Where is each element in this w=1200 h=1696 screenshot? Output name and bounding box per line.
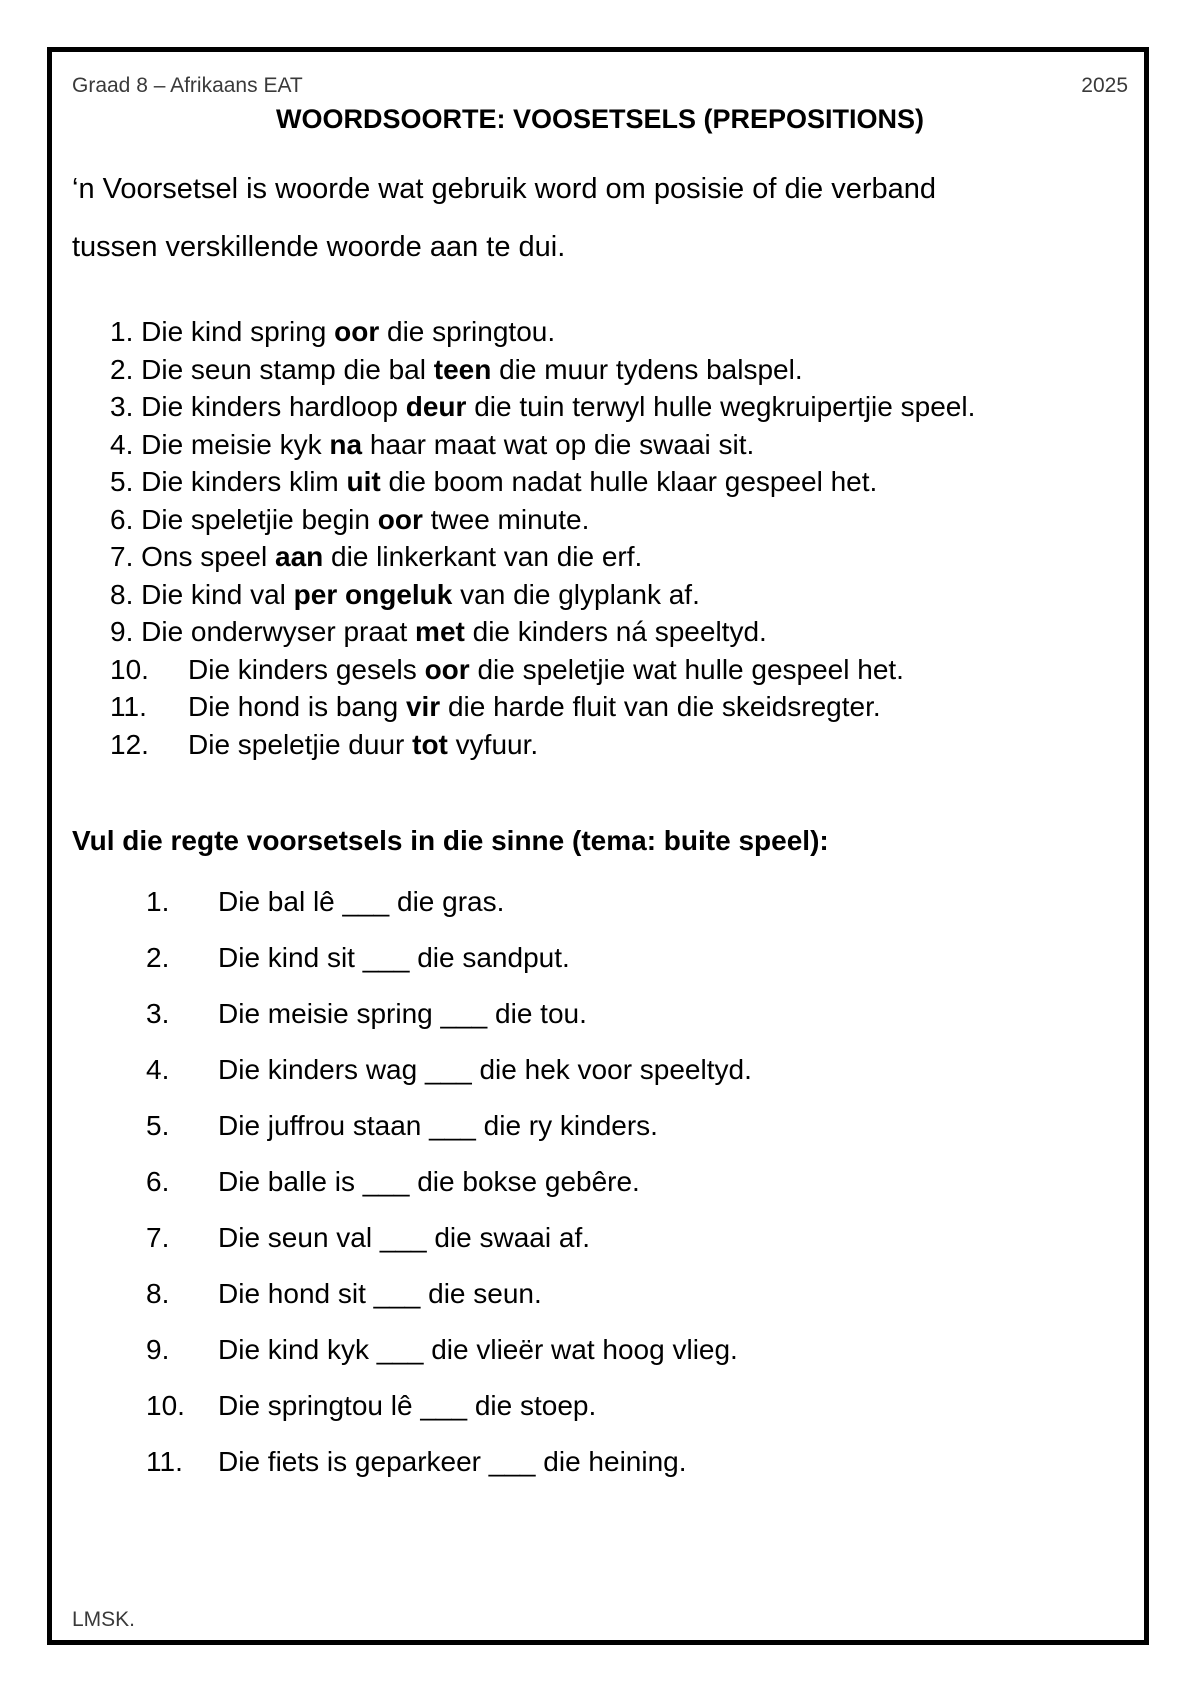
fill-in-list bbox=[146, 882, 752, 1498]
example-sentence bbox=[141, 579, 700, 610]
example-text: Ons speel bbox=[141, 541, 275, 572]
examples-list bbox=[110, 313, 975, 763]
example-text: Die kinders klim bbox=[141, 466, 347, 497]
fill-item bbox=[146, 1162, 752, 1218]
example-sentence bbox=[141, 541, 642, 572]
example-item bbox=[110, 501, 975, 539]
example-text: die kinders ná speeltyd. bbox=[464, 616, 767, 647]
example-preposition: oor bbox=[424, 653, 470, 685]
intro-line-2: tussen verskillende woorde aan te dui. bbox=[72, 231, 566, 263]
example-text: Die meisie kyk bbox=[141, 428, 330, 460]
example-preposition: aan bbox=[275, 541, 324, 572]
example-text: Die speletjie begin bbox=[141, 503, 378, 535]
example-preposition: deur bbox=[405, 391, 467, 422]
example-sentence bbox=[188, 691, 881, 722]
example-text: vyfuur. bbox=[447, 728, 539, 760]
example-item bbox=[110, 538, 975, 576]
example-text: Die seun stamp die bal bbox=[141, 353, 434, 385]
example-item bbox=[110, 688, 975, 726]
example-item bbox=[110, 313, 975, 351]
fill-item bbox=[146, 1386, 752, 1442]
example-number: 5. bbox=[110, 466, 134, 497]
fill-item bbox=[146, 1442, 752, 1498]
example-text: van die glyplank af. bbox=[452, 578, 700, 610]
example-sentence bbox=[141, 504, 589, 535]
example-text: die harde fluit van die skeidsregter. bbox=[440, 691, 881, 722]
fill-number: 1. bbox=[146, 886, 170, 917]
example-item bbox=[110, 463, 975, 501]
fill-item bbox=[146, 994, 752, 1050]
example-number: 4. bbox=[110, 428, 134, 460]
example-item bbox=[110, 426, 975, 464]
fill-number: 6. bbox=[146, 1166, 170, 1197]
example-item bbox=[110, 388, 975, 426]
example-text: Die kinders hardloop bbox=[141, 391, 406, 422]
fill-number: 2. bbox=[146, 942, 170, 973]
fill-item bbox=[146, 938, 752, 994]
example-text: twee minute. bbox=[422, 503, 590, 535]
example-number: 7. bbox=[110, 541, 134, 572]
fill-item bbox=[146, 1274, 752, 1330]
header-year: 2025 bbox=[1081, 74, 1128, 97]
fill-number: 10. bbox=[146, 1390, 185, 1421]
footer-initials: LMSK. bbox=[72, 1608, 136, 1631]
example-text: die tuin terwyl hulle wegkruipertjie speel. bbox=[466, 391, 976, 422]
example-sentence bbox=[141, 429, 754, 460]
example-number: 9. bbox=[110, 616, 134, 647]
example-text: Die onderwyser praat bbox=[141, 616, 416, 647]
fill-sentence: Die seun val ___ die swaai af. bbox=[218, 1222, 590, 1253]
fill-sentence: Die balle is ___ die bokse gebêre. bbox=[218, 1166, 640, 1197]
example-text: die speletjie wat hulle gespeel het. bbox=[469, 653, 904, 685]
fill-sentence: Die springtou lê ___ die stoep. bbox=[218, 1390, 597, 1421]
example-item bbox=[110, 726, 975, 764]
example-preposition: na bbox=[329, 428, 363, 460]
intro-line-1: ‘n Voorsetsel is woorde wat gebruik word om posisie of die verband bbox=[72, 173, 937, 205]
fill-number: 9. bbox=[146, 1334, 170, 1365]
example-number: 12. bbox=[110, 728, 149, 760]
fill-item bbox=[146, 1218, 752, 1274]
fill-sentence: Die hond sit ___ die seun. bbox=[218, 1278, 542, 1309]
example-sentence bbox=[141, 316, 555, 347]
example-text: haar maat wat op die swaai sit. bbox=[362, 428, 755, 460]
example-item bbox=[110, 651, 975, 689]
example-number: 6. bbox=[110, 503, 134, 535]
fill-sentence: Die juffrou staan ___ die ry kinders. bbox=[218, 1110, 658, 1141]
example-text: die boom nadat hulle klaar gespeel het. bbox=[380, 466, 878, 497]
example-sentence bbox=[141, 466, 877, 497]
fill-sentence: Die fiets is geparkeer ___ die heining. bbox=[218, 1446, 687, 1477]
example-item bbox=[110, 613, 975, 651]
example-sentence bbox=[141, 354, 802, 385]
example-number: 3. bbox=[110, 391, 134, 422]
example-number: 1. bbox=[110, 316, 134, 347]
example-preposition: met bbox=[415, 616, 465, 647]
example-text: Die kinders gesels bbox=[188, 653, 425, 685]
fill-item bbox=[146, 1330, 752, 1386]
task-heading: Vul die regte voorsetsels in die sinne (tema: buite speel): bbox=[72, 825, 829, 856]
fill-sentence: Die kind sit ___ die sandput. bbox=[218, 942, 570, 973]
fill-number: 8. bbox=[146, 1278, 170, 1309]
example-preposition: uit bbox=[346, 466, 381, 497]
example-preposition: per ongeluk bbox=[293, 578, 453, 610]
example-preposition: oor bbox=[377, 503, 423, 535]
example-number: 11. bbox=[110, 691, 147, 722]
fill-number: 5. bbox=[146, 1110, 170, 1141]
fill-item bbox=[146, 882, 752, 938]
example-item bbox=[110, 351, 975, 389]
fill-sentence: Die bal lê ___ die gras. bbox=[218, 886, 505, 917]
fill-sentence: Die meisie spring ___ die tou. bbox=[218, 998, 587, 1029]
fill-number: 4. bbox=[146, 1054, 170, 1085]
example-text: Die speletjie duur bbox=[188, 728, 413, 760]
example-sentence bbox=[188, 654, 904, 685]
example-text: Die kind spring bbox=[141, 316, 335, 347]
example-text: die muur tydens balspel. bbox=[491, 353, 803, 385]
fill-sentence: Die kinders wag ___ die hek voor speeltyd. bbox=[218, 1054, 752, 1085]
example-number: 10. bbox=[110, 653, 149, 685]
example-text: die springtou. bbox=[379, 316, 556, 347]
example-text: die linkerkant van die erf. bbox=[323, 541, 643, 572]
fill-sentence: Die kind kyk ___ die vlieër wat hoog vlieg. bbox=[218, 1334, 738, 1365]
fill-number: 11. bbox=[146, 1446, 183, 1477]
fill-item bbox=[146, 1050, 752, 1106]
example-item bbox=[110, 576, 975, 614]
page-title: WOORDSOORTE: VOOSETSELS (PREPOSITIONS) bbox=[275, 104, 925, 134]
fill-number: 7. bbox=[146, 1222, 170, 1253]
header-grade-subject: Graad 8 – Afrikaans EAT bbox=[72, 74, 303, 97]
example-preposition: teen bbox=[433, 353, 492, 385]
example-text: Die hond is bang bbox=[188, 691, 406, 722]
example-preposition: oor bbox=[334, 316, 380, 347]
example-sentence bbox=[141, 616, 767, 647]
fill-number: 3. bbox=[146, 998, 170, 1029]
example-text: Die kind val bbox=[141, 578, 294, 610]
fill-item bbox=[146, 1106, 752, 1162]
example-preposition: vir bbox=[405, 691, 441, 722]
example-number: 8. bbox=[110, 578, 134, 610]
example-preposition: tot bbox=[412, 728, 448, 760]
example-number: 2. bbox=[110, 353, 134, 385]
example-sentence bbox=[188, 729, 538, 760]
example-sentence bbox=[141, 391, 975, 422]
